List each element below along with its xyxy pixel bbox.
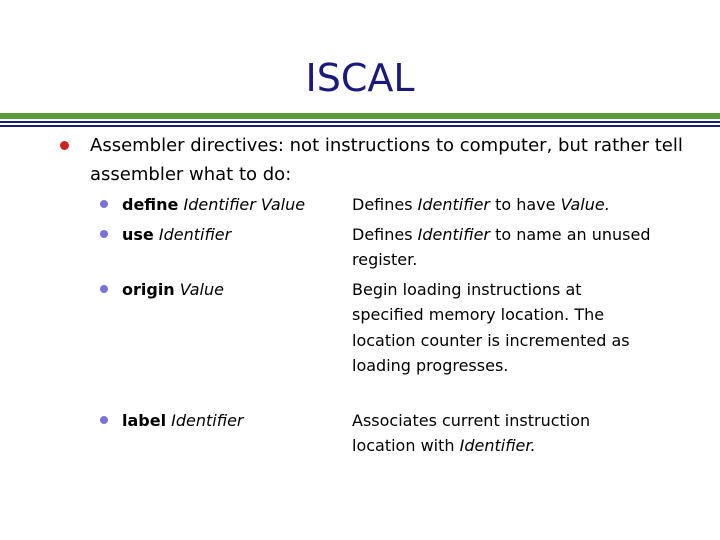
description-text: Identifier bbox=[417, 225, 490, 244]
bullet-icon bbox=[100, 416, 108, 424]
directive-keyword: define bbox=[122, 195, 179, 214]
directive-args: Identifier bbox=[158, 225, 232, 244]
directive-use-term bbox=[122, 222, 231, 247]
description-text: to name an unused register. bbox=[352, 225, 651, 270]
title-divider-blue-2 bbox=[0, 125, 720, 127]
directive-keyword: label bbox=[122, 411, 167, 430]
directive-origin-term bbox=[122, 277, 224, 302]
description-text: Value. bbox=[560, 195, 610, 214]
bullet-icon bbox=[100, 200, 108, 208]
title-divider-green bbox=[0, 113, 720, 119]
description-text: to have bbox=[490, 195, 561, 214]
directive-description bbox=[352, 192, 652, 217]
slide-title: ISCAL bbox=[305, 56, 415, 100]
directive-args: Value bbox=[179, 280, 224, 299]
directive-keyword: use bbox=[122, 225, 154, 244]
directive-define-term bbox=[122, 192, 305, 217]
bullet-icon bbox=[100, 230, 108, 238]
bullet-icon bbox=[100, 285, 108, 293]
description-text: Defines bbox=[352, 195, 418, 214]
directive-description bbox=[352, 222, 652, 273]
directive-description bbox=[352, 408, 652, 459]
description-text: Begin loading instructions at specified memory location. The location counter is incremented as loading progresses. bbox=[352, 280, 630, 375]
directive-description bbox=[352, 277, 652, 378]
directive-args: Identifier bbox=[171, 411, 244, 430]
bullet-icon bbox=[60, 141, 69, 150]
intro-text: Assembler directives: not instructions to computer, but rather tell assembler what to do: bbox=[90, 135, 683, 185]
title-divider-blue bbox=[0, 121, 720, 123]
description-text: Identifier. bbox=[459, 436, 536, 456]
directive-args: Identifier Value bbox=[183, 195, 306, 214]
directive-label-term bbox=[122, 408, 244, 433]
directive-keyword: origin bbox=[122, 280, 175, 299]
description-text: Identifier bbox=[417, 195, 490, 214]
description-text: Associates current instruction location with bbox=[352, 411, 591, 456]
description-text: Defines bbox=[352, 225, 418, 244]
